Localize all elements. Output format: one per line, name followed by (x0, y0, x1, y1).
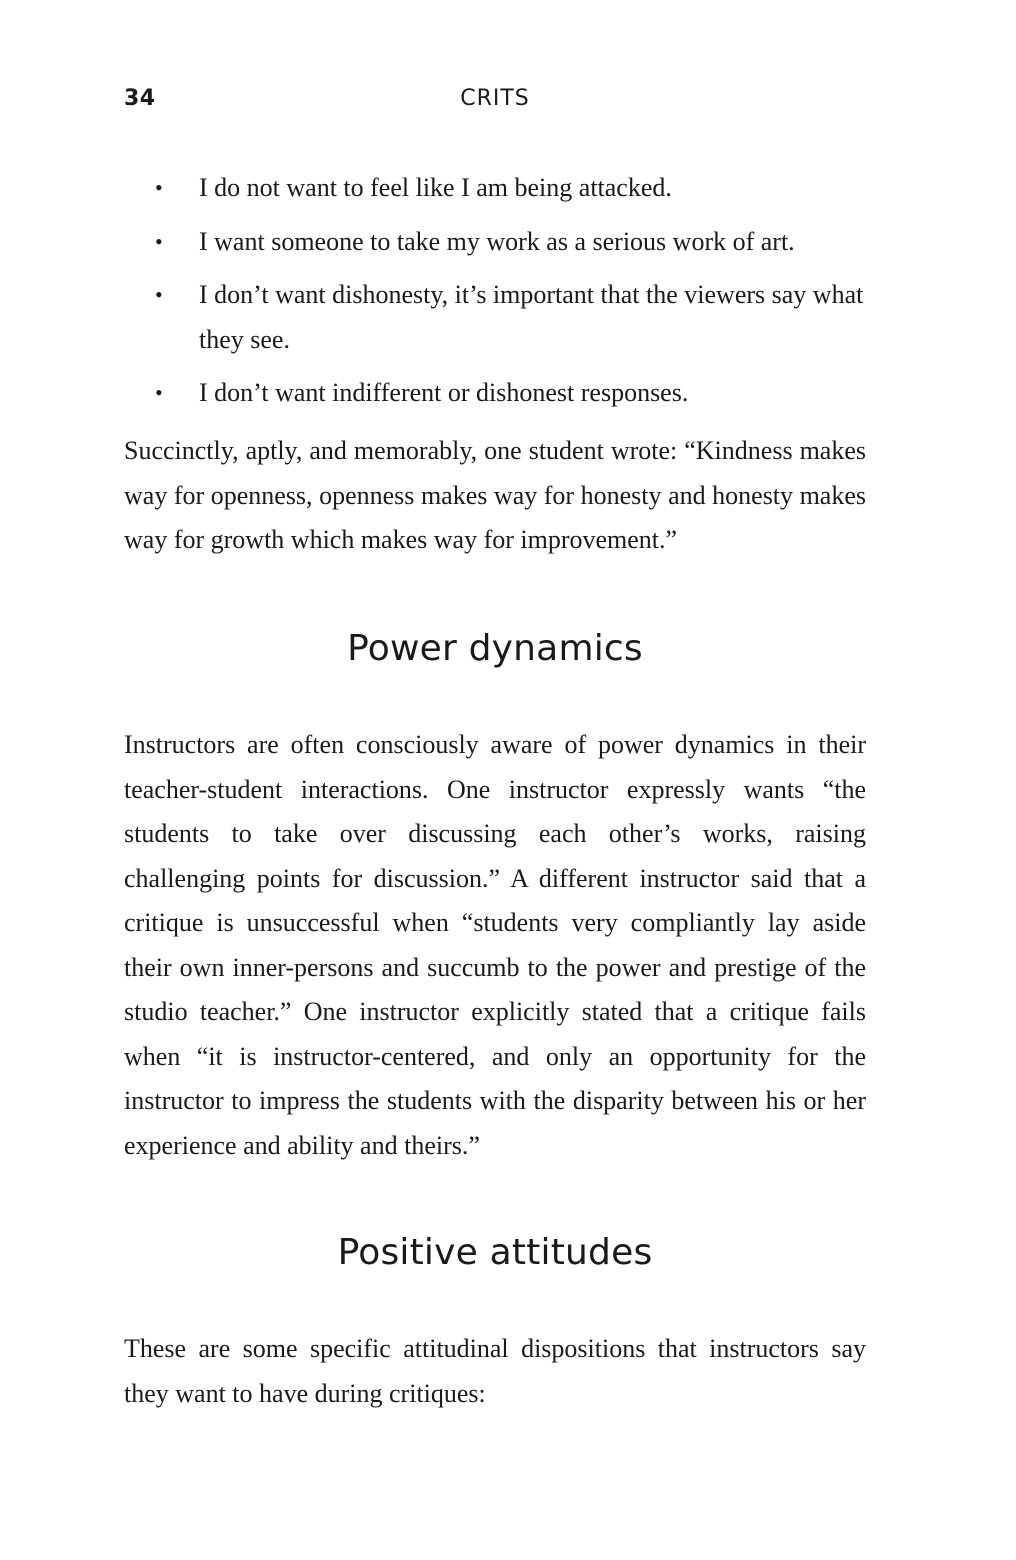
section-heading-positive-attitudes: Positive attitudes (337, 1232, 653, 1273)
bullet-icon: • (155, 175, 163, 200)
bullet-text: I don’t want dishonesty, it’s important that the viewers say what they see. (199, 280, 864, 354)
running-head (124, 86, 866, 120)
power-dynamics-paragraph: Instructors are often consciously aware of power dynamics in their teacher-student interactions. One instructor expressly wants “the students to take over discussing each other’s works, raising challenging points for discussion.” A different instructor said that a critique is unsuccessful when “students very compliantly lay aside their own inner-persons and succumb to the power and prestige of the studio teacher.” One instructor explicitly stated that a critique fails when “it is instructor-centered, and only an opportunity for the instructor to impress the students with the disparity between his or her experience and ability and theirs.” (124, 730, 866, 1160)
positive-attitudes-paragraph: These are some specific attitudinal dispositions that instructors say they want to have during critiques: (124, 1334, 866, 1408)
bullet-text: I do not want to feel like I am being attacked. (199, 173, 672, 202)
list-item (124, 220, 866, 265)
bullet-icon: • (155, 282, 163, 307)
page-number: 34 (124, 86, 156, 111)
book-page (124, 0, 866, 1560)
section-heading-power-dynamics: Power dynamics (347, 628, 643, 669)
bullet-text: I don’t want indifferent or dishonest responses. (199, 378, 689, 407)
bullet-icon: • (155, 228, 163, 254)
running-title: CRITS (460, 86, 530, 111)
list-item (124, 371, 866, 416)
bullet-icon: • (155, 380, 163, 405)
bullet-text: I want someone to take my work as a serious work of art. (199, 226, 795, 256)
list-item (124, 166, 866, 211)
list-item (124, 273, 866, 362)
bullet-list (124, 166, 866, 425)
student-quote-paragraph: Succinctly, aptly, and memorably, one student wrote: “Kindness makes way for openness, openness makes way for honesty and honesty makes way for growth which makes way for improvement.” (124, 436, 866, 554)
